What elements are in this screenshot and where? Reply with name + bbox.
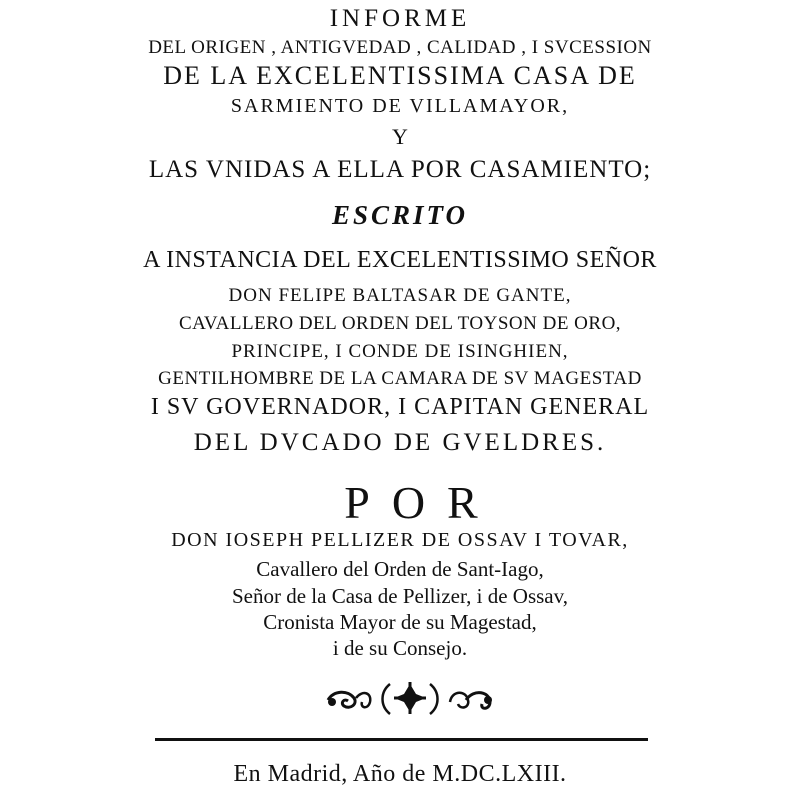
printer-fleuron-cross-icon xyxy=(320,676,500,720)
dedication-governor: I SV GOVERNADOR, I CAPITAN GENERAL xyxy=(150,394,650,420)
dedication-gentleman: GENTILHOMBRE DE LA CAMARA DE SV MAGESTAD xyxy=(158,368,642,389)
author-chronicler: Cronista Mayor de su Magestad, xyxy=(263,610,537,634)
subtitle-origin: DEL ORIGEN , ANTIGVEDAD , CALIDAD , I SVCESSION xyxy=(148,37,652,58)
imprint: En Madrid, Año de M.DC.LXIII. xyxy=(233,761,567,787)
heading-por: POR xyxy=(344,477,500,528)
author-name: DON IOSEPH PELLIZER DE OSSAV I TOVAR, xyxy=(171,529,629,551)
dedication-prince: PRINCIPE, I CONDE DE ISINGHIEN, xyxy=(231,341,569,362)
dedication-order: CAVALLERO DEL ORDEN DEL TOYSON DE ORO, xyxy=(178,313,622,334)
heading-informe: INFORME xyxy=(329,5,471,32)
subtitle-sarmiento: SARMIENTO DE VILLAMAYOR, xyxy=(230,95,570,117)
subtitle-united-houses: LAS VNIDAS A ELLA POR CASAMIENTO; xyxy=(148,156,652,183)
author-lordship: Señor de la Casa de Pellizer, i de Ossav, xyxy=(231,584,569,608)
dedication-instance: A INSTANCIA DEL EXCELENTISSIMO SEÑOR xyxy=(143,247,657,273)
dedication-name: DON FELIPE BALTASAR DE GANTE, xyxy=(228,285,572,306)
subtitle-house: DE LA EXCELENTISSIMA CASA DE xyxy=(163,61,637,90)
conjunction-y: Y xyxy=(392,124,408,149)
heading-escrito: ESCRITO xyxy=(331,200,469,230)
horizontal-rule xyxy=(155,738,648,741)
author-council: i de su Consejo. xyxy=(332,636,468,660)
dedication-duchy: DEL DVCADO DE GVELDRES. xyxy=(193,429,607,456)
author-order: Cavallero del Orden de Sant-Iago, xyxy=(256,557,544,581)
